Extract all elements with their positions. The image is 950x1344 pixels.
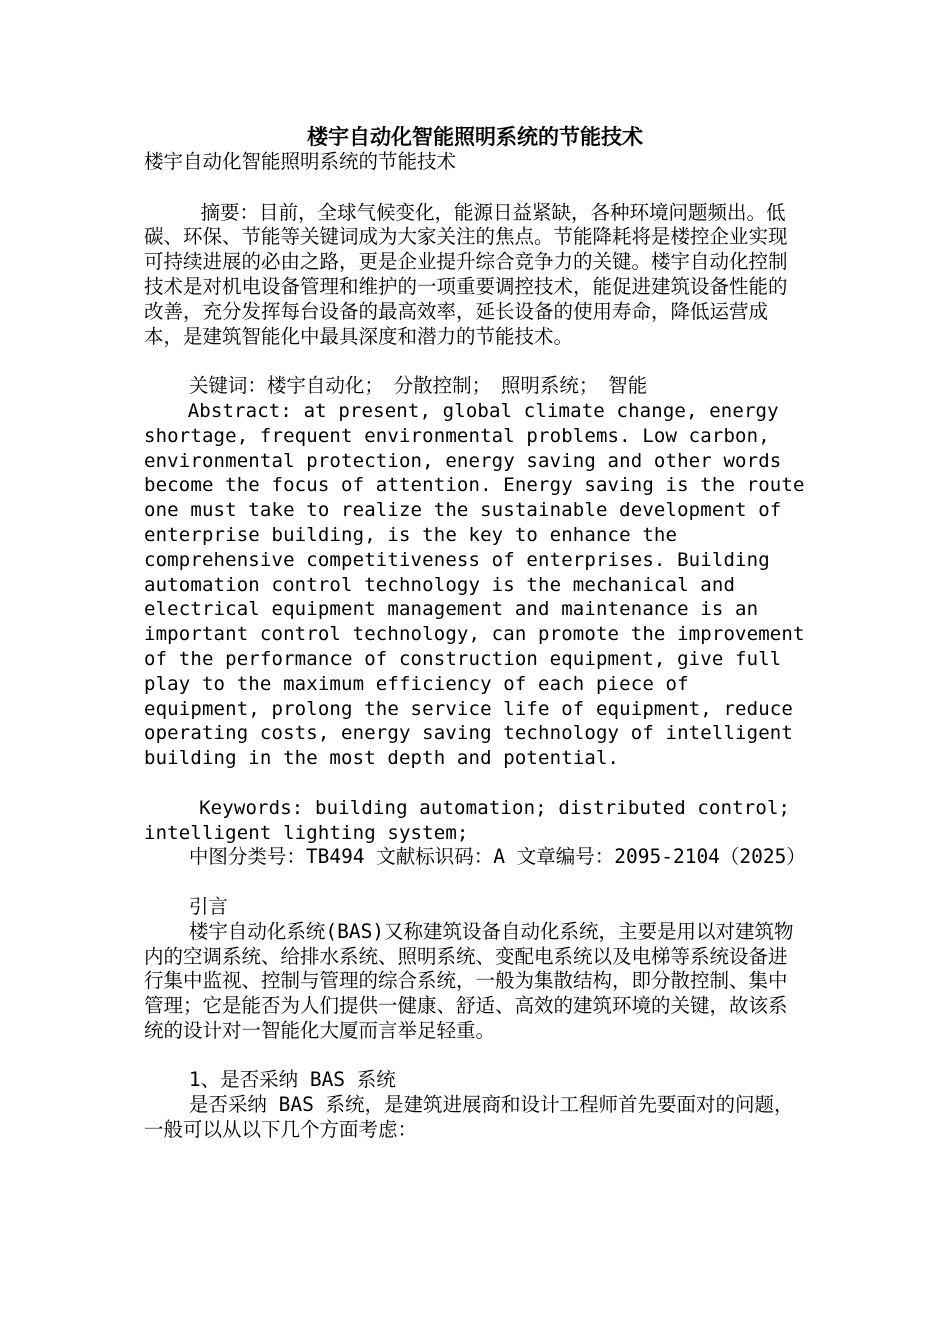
classification-info: 中图分类号：TB494 文献标识码：A 文章编号：2095-2104（2025） <box>188 845 806 869</box>
spacer <box>144 1044 806 1069</box>
keywords-chinese: 关键词：楼宇自动化； 分散控制； 照明系统； 智能 <box>188 374 648 398</box>
section-1-paragraph: 是否采纳 BAS 系统，是建筑进展商和设计工程师首先要面对的问题，一般可以从以下几个方面考虑： <box>144 1093 794 1142</box>
abstract-english: Abstract: at present, global climate change, energy shortage, frequent environmental problems. Low carbon, environmental protection, energy saving and other words become the focus of attention. Energy saving is the route one must take to realize the sustainable development of enterprise building, is the key to enhance the comprehensive competitiveness of enterprises. Building automation control technology is the mechanical and electrical equipment management and maintenance is an important control technology, can promote the improvement of the performance of construction equipment, give full play to the maximum efficiency of each piece of equipment, prolong the service life of equipment, reduce operating costs, energy saving technology of intelligent building in the most depth and potential. <box>144 399 805 770</box>
intro-paragraph: 楼宇自动化系统(BAS)又称建筑设备自动化系统，主要是用以对建筑物内的空调系统、给排水系统、照明系统、变配电系统以及电梯等系统设备进行集中监视、控制与管理的综合系统，一般为集散结构，即分散控制、集中管理；它是能否为人们提供一健康、舒适、高效的建筑环境的关键，故该系统的设计对一智能化大厦而言举足轻重。 <box>144 919 794 1042</box>
document-subtitle: 楼宇自动化智能照明系统的节能技术 <box>144 150 457 173</box>
spacer <box>144 349 806 374</box>
abstract-chinese: 摘要：目前，全球气候变化，能源日益紧缺，各种环境问题频出。低碳、环保、节能等关键词成为大家关注的焦点。节能降耗将是楼控企业实现可持续进展的必由之路，更是企业提升综合竞争力的关键。楼宇自动化控制技术是对机电设备管理和维护的一项重要调控技术，能促进建筑设备性能的改善，充分发挥每台设备的最高效率，延长设备的使用寿命，降低运营成本，是建筑智能化中最具深度和潜力的节能技术。 <box>144 200 788 348</box>
keywords-english: Keywords: building automation; distributed control; intelligent lighting system; <box>144 796 791 844</box>
intro-heading: 引言 <box>188 894 228 918</box>
document-title: 楼宇自动化智能照明系统的节能技术 <box>307 125 643 149</box>
section-1-heading: 1、是否采纳 BAS 系统 <box>188 1068 396 1092</box>
spacer <box>144 870 806 895</box>
spacer <box>144 175 806 200</box>
spacer <box>144 771 806 796</box>
document-body <box>144 150 806 1143</box>
